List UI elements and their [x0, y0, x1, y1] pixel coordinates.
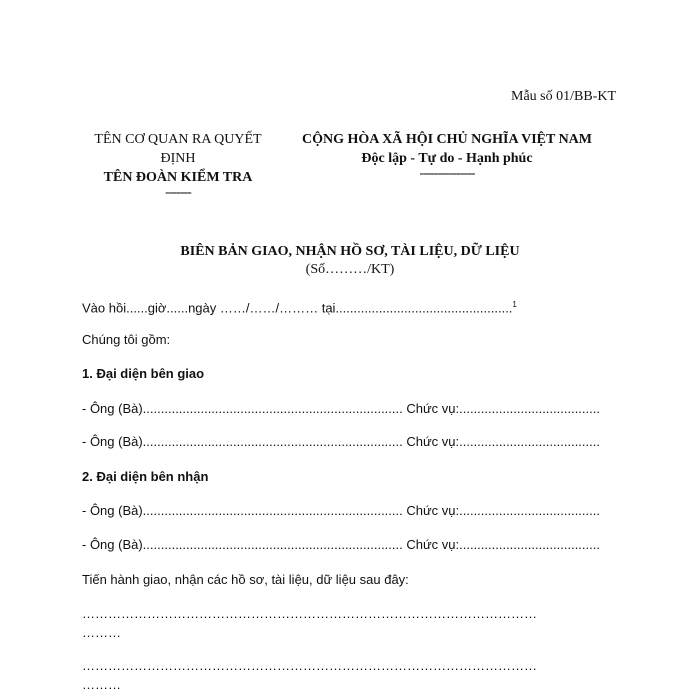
section2-representative-row: - Ông (Bà)........................................................................ Chức vụ:.......................................	[82, 503, 600, 518]
document-title: BIÊN BẢN GIAO, NHẬN HỒ SƠ, TÀI LIỆU, DỮ LIỆU	[180, 244, 520, 259]
nation-title: CỘNG HÒA XÃ HỘI CHỦ NGHĨA VIỆT NAM	[301, 132, 592, 147]
national-heading-block	[286, 130, 608, 180]
agency-name-line1: TÊN CƠ QUAN RA QUYẾT	[94, 132, 262, 147]
blank-fill-line-continued: ………	[82, 625, 121, 640]
national-motto: Độc lập - Tự do - Hạnh phúc	[361, 151, 533, 166]
time-place-line	[82, 296, 622, 316]
section2-representative-row: - Ông (Bà)........................................................................ Chức vụ:.......................................	[82, 537, 600, 552]
blank-fill-line: ……………………………………………………………………………………………	[82, 606, 537, 621]
document-title-block	[100, 243, 600, 279]
right-divider: ---------------	[419, 166, 475, 181]
footnote-marker: 1	[512, 300, 517, 309]
section2-heading: 2. Đại diện bên nhận	[82, 469, 209, 484]
left-divider: -------	[165, 185, 191, 200]
section1-representative-row: - Ông (Bà)........................................................................ Chức vụ:.......................................	[82, 401, 600, 416]
blank-fill-line: ……………………………………………………………………………………………	[82, 658, 537, 673]
form-code: Mẫu số 01/BB-KT	[511, 89, 616, 104]
section1-representative-row: - Ông (Bà)........................................................................ Chức vụ:.......................................	[82, 434, 600, 449]
time-place-text: Vào hồi......giờ......ngày ……/……/……… tại.................................................	[82, 300, 513, 316]
section1-heading: 1. Đại diện bên giao	[82, 366, 205, 381]
document-number: (Số………/KT)	[305, 262, 395, 277]
agency-name-line2: ĐỊNH	[160, 151, 196, 166]
intro-text: Chúng tôi gồm:	[82, 332, 171, 347]
inspection-team-name: TÊN ĐOÀN KIỂM TRA	[103, 170, 253, 185]
issuing-agency-block	[80, 130, 276, 199]
transfer-intro-text: Tiến hành giao, nhận các hồ sơ, tài liệu, dữ liệu sau đây:	[82, 572, 409, 587]
blank-fill-line-continued: ………	[82, 677, 121, 692]
